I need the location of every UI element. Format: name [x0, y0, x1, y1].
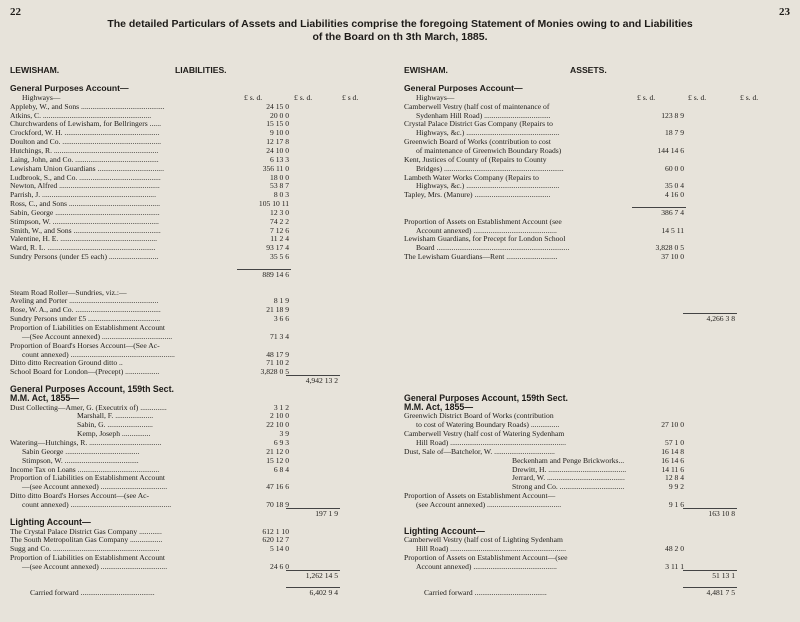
liabilities-item-amount: 12 17 8: [266, 137, 289, 147]
assets-sum-rule: [683, 508, 737, 509]
assets-item-amount: 9 1 6: [668, 499, 684, 509]
assets-item-amount: 60 0 0: [665, 163, 684, 173]
assets-entry-label: Jerrard, W. .........................................: [512, 473, 625, 483]
assets-sum-rule: [632, 207, 686, 208]
assets-entry-label: Lewisham Guardians, for Precept for London School: [404, 234, 566, 244]
assets-item-amount: 57 1 0: [665, 438, 684, 447]
assets-item-amount: 144 14 6: [657, 145, 684, 155]
assets-item-amount: 16 14 6: [661, 455, 684, 465]
liabilities-entry-label: Parrish, J. ............................................................: [10, 190, 156, 200]
assets-item-amount: 9 9 2: [668, 482, 684, 492]
assets-entry-label: Tapley, Mrs. (Manure) ........................................: [404, 190, 551, 200]
liabilities-item-amount: 21 12 0: [266, 446, 289, 456]
assets-entry-label: Beckenham and Penge Brickworks...: [512, 455, 625, 465]
liabilities-item-amount: 6 8 4: [273, 464, 289, 474]
liabilities-sum-rule: [286, 570, 340, 571]
liabilities-item-amount: 71 3 4: [270, 331, 289, 341]
liabilities-entry-label: Income Tax on Loans ...........................................: [10, 464, 160, 474]
liabilities-item-amount: 35 5 6: [270, 252, 289, 262]
assets-entry-label: Sydenham Hill Road) ...................................: [416, 110, 551, 120]
liabilities-entry-label: —(see Account annexed) ...................................: [22, 561, 168, 571]
assets-entry-label: Highways, &c.) .................................................: [416, 128, 560, 138]
liabilities-entry-label: Ludbrook, S., and Co. ...........................................: [10, 172, 161, 182]
liabilities-total-amount: 4,942 13 2: [305, 376, 338, 386]
liabilities-entry-label: Appleby, W., and Sons ............................................: [10, 101, 165, 111]
liabilities-entry-label: Sugg and Co. ........................................................: [10, 544, 160, 554]
assets-col-head-2: £ s. d.: [688, 93, 707, 102]
assets-item-amount: 14 11 6: [661, 464, 684, 474]
assets-item-amount: 386 7 4: [661, 207, 684, 217]
assets-entry-label: Crystal Palace District Gas Company (Repairs to: [404, 119, 553, 129]
liabilities-item-amount: 3 1 2: [273, 402, 289, 412]
liabilities-item-amount: 48 17 9: [266, 349, 289, 359]
assets-total-amount: 163 10 8: [708, 508, 735, 518]
liabilities-entry-label: Valentine, H. E. ...................................................: [10, 234, 158, 244]
liabilities-entry-label: Carried forward .......................................: [30, 588, 155, 598]
assets-entry-label: Highways—: [416, 92, 455, 102]
liabilities-entry-label: Sundry Persons (under £5 each) ..........................: [10, 252, 159, 262]
liabilities-col-head-3: £ s d.: [342, 93, 359, 102]
assets-entry-label: Account annexed) ............................................: [416, 561, 557, 571]
liabilities-entry-label: Kemp, Joseph ...............: [77, 429, 151, 439]
liabilities-entry-label: Lighting Account—: [10, 517, 91, 527]
liabilities-entry-label: M.M. Act, 1855—: [10, 393, 80, 403]
liabilities-entry-label: Sabin, George .......................................................: [10, 207, 160, 217]
liabilities-item-amount: 6 9 3: [273, 438, 289, 447]
liabilities-entry-label: Ditto ditto Board's Horses Account—(see Ac-: [10, 491, 150, 501]
liabilities-item-amount: 53 8 7: [270, 181, 289, 191]
liabilities-item-amount: 356 11 0: [262, 163, 289, 173]
liabilities-item-amount: 8 1 9: [273, 296, 289, 306]
liabilities-entry-label: General Purposes Account—: [10, 84, 129, 93]
assets-entry-label: Board ......................................................................: [416, 243, 570, 253]
assets-item-amount: 4 16 0: [665, 190, 684, 200]
assets-total-amount: 4,481 7 5: [706, 588, 735, 598]
liabilities-entry-label: Stimpson, W. ........................................................: [10, 216, 159, 226]
liabilities-item-amount: 3 9: [279, 429, 289, 439]
liabilities-sum-rule: [237, 269, 291, 270]
assets-entry-label: Lighting Account—: [404, 526, 485, 536]
liabilities-entry-label: Proportion of Liabilities on Establishment Account: [10, 322, 166, 332]
liabilities-total-amount: 197 1 9: [315, 508, 338, 518]
liabilities-item-amount: 2 10 0: [270, 411, 289, 421]
liabilities-total-amount: 1,262 14 5: [305, 570, 338, 580]
liabilities-item-amount: 889 14 6: [262, 269, 289, 279]
liabilities-item-amount: 11 2 4: [270, 234, 289, 244]
assets-entry-label: The Lewisham Guardians—Rent ...........................: [404, 252, 558, 262]
liabilities-entry-label: Aveling and Porter ...............................................: [10, 296, 159, 306]
liabilities-entry-label: Steam Road Roller—Sundries, viz.:—: [10, 287, 127, 297]
page-title: The detailed Particulars of Assets and Liabilities comprise the foregoing Statement of Monies owing to and Liabilities: [107, 18, 693, 30]
liabilities-entry-label: count annexed) .......................................................: [22, 349, 175, 359]
liabilities-entry-label: Ditto ditto Recreation Ground ditto ..: [10, 358, 123, 368]
assets-entry-label: Hill Road) .............................................................: [416, 438, 566, 447]
liabilities-entry-label: Churchwardens of Lewisham, for Bellringers ......: [10, 119, 161, 129]
liabilities-entry-label: count annexed) .....................................................: [22, 499, 172, 509]
liabilities-entry-label: Proportion of Liabilities on Establishment Account: [10, 473, 166, 483]
assets-item-amount: 14 5 11: [661, 225, 684, 235]
assets-entry-label: Account annexed) ............................................: [416, 225, 557, 235]
assets-sum-rule: [683, 570, 737, 571]
page-subtitle: of the Board on th 3th March, 1885.: [312, 31, 488, 43]
liabilities-item-amount: 15 15 0: [266, 119, 289, 129]
page-number-left: 22: [10, 6, 21, 18]
liabilities-item-amount: 18 0 0: [270, 172, 289, 182]
assets-item-amount: 3,828 0 5: [655, 243, 684, 253]
assets-item-amount: 18 7 9: [665, 128, 684, 138]
liabilities-item-amount: 24 10 0: [266, 145, 289, 155]
liabilities-entry-label: School Board for London—(Precept) ..................: [10, 367, 160, 377]
liabilities-item-amount: 21 18 9: [266, 305, 289, 315]
liabilities-total-amount: 6,402 9 4: [309, 588, 338, 598]
assets-item-amount: 123 8 9: [661, 110, 684, 120]
assets-entry-label: Greenwich District Board of Works (contribution: [404, 411, 554, 421]
liabilities-entry-label: Proportion of Board's Horses Account—(See Ac-: [10, 340, 160, 350]
assets-district: EWISHAM.: [404, 66, 448, 75]
assets-side-label: ASSETS.: [570, 66, 607, 75]
liabilities-entry-label: Smith, W., and Sons ..............................................: [10, 225, 161, 235]
liabilities-entry-label: Doulton and Co. ....................................................: [10, 137, 162, 147]
assets-item-amount: 16 14 8: [661, 446, 684, 456]
assets-entry-label: Kent, Justices of County of (Repairs to County: [404, 154, 547, 164]
assets-entry-label: Camberwell Vestry (half cost of Watering Sydenham: [404, 429, 565, 439]
assets-entry-label: Carried forward ......................................: [424, 588, 547, 598]
liabilities-item-amount: 15 12 0: [266, 455, 289, 465]
assets-entry-label: Dust, Sale of—Batchelor, W. ................................: [404, 446, 555, 456]
assets-entry-label: Lambeth Water Works Company (Repairs to: [404, 172, 539, 182]
liabilities-entry-label: Newton, Alfred .....................................................: [10, 181, 160, 191]
assets-entry-label: (see Account annexed) .......................................: [416, 499, 562, 509]
liabilities-item-amount: 47 16 6: [266, 482, 289, 492]
assets-entry-label: Greenwich Board of Works (contribution to cost: [404, 137, 551, 147]
liabilities-entry-label: The Crystal Palace District Gas Company ............: [10, 526, 162, 536]
liabilities-entry-label: Ross, C., and Sons ................................................: [10, 199, 160, 209]
assets-entry-label: General Purposes Account, 159th Sect.: [404, 393, 568, 403]
assets-item-amount: 3 11 1: [665, 561, 684, 571]
assets-entry-label: Highways, &c.) .................................................: [416, 181, 560, 191]
assets-entry-label: Hill Road) .............................................................: [416, 544, 566, 554]
liabilities-entry-label: Crockford, W. H. ..................................................: [10, 128, 160, 138]
assets-entry-label: Proportion of Assets on Establishment Account—(see: [404, 553, 568, 563]
assets-entry-label: Camberwell Vestry (half cost of maintenance of: [404, 101, 550, 111]
liabilities-entry-label: General Purposes Account, 159th Sect.: [10, 384, 174, 394]
assets-entry-label: M.M. Act, 1855—: [404, 402, 474, 412]
liabilities-entry-label: The South Metropolitan Gas Company .................: [10, 535, 163, 545]
assets-entry-label: of maintenance of Greenwich Boundary Roads): [416, 145, 562, 155]
liabilities-entry-label: Laing, John, and Co. ............................................: [10, 154, 159, 164]
page-number-right: 23: [779, 6, 790, 18]
liabilities-entry-label: Atkins, C. .........................................................: [10, 110, 152, 120]
liabilities-entry-label: Lewisham Union Guardians ...................................: [10, 163, 164, 173]
assets-entry-label: Proportion of Assets on Establishment Account (see: [404, 216, 562, 226]
liabilities-item-amount: 24 6 0: [270, 561, 289, 571]
liabilities-entry-label: Highways—: [22, 92, 61, 102]
assets-entry-label: Proportion of Assets on Establishment Account—: [404, 491, 556, 501]
liabilities-item-amount: 3 6 6: [273, 314, 289, 324]
liabilities-entry-label: Marshall, F. ....................: [77, 411, 154, 421]
assets-item-amount: 35 0 4: [665, 181, 684, 191]
liabilities-item-amount: 3,828 0 5: [260, 367, 289, 377]
liabilities-item-amount: 105 10 11: [258, 199, 289, 209]
assets-sum-rule: [683, 587, 737, 588]
assets-col-head-3: £ s. d.: [740, 93, 759, 102]
liabilities-district: LEWISHAM.: [10, 66, 60, 75]
assets-entry-label: Strong and Co. ..................................: [512, 482, 625, 492]
liabilities-entry-label: —(see Account annexed) ...................................: [22, 482, 168, 492]
assets-entry-label: Bridges) ...............................................................: [416, 163, 564, 173]
liabilities-col-head-2: £ s. d.: [294, 93, 313, 102]
assets-item-amount: 12 8 4: [665, 473, 684, 483]
liabilities-side-label: LIABILITIES.: [175, 66, 227, 75]
liabilities-entry-label: Hutchings, R. .......................................................: [10, 145, 159, 155]
assets-entry-label: to cost of Watering Boundary Roads) ...............: [416, 420, 560, 430]
liabilities-item-amount: 22 10 0: [266, 420, 289, 430]
liabilities-entry-label: Sabin, G. ........................: [77, 420, 153, 430]
assets-item-amount: 37 10 0: [661, 252, 684, 262]
liabilities-item-amount: 93 17 4: [266, 243, 289, 253]
liabilities-item-amount: 20 0 0: [270, 110, 289, 120]
liabilities-item-amount: 5 14 0: [270, 544, 289, 554]
liabilities-entry-label: Rose, W. A., and Co. .............................................: [10, 305, 161, 315]
liabilities-sum-rule: [286, 375, 340, 376]
liabilities-item-amount: 74 2 2: [270, 216, 289, 226]
assets-col-head-1: £ s. d.: [637, 93, 656, 102]
liabilities-item-amount: 7 12 6: [270, 225, 289, 235]
liabilities-item-amount: 70 18 9: [266, 499, 289, 509]
assets-item-amount: 27 10 0: [661, 420, 684, 430]
assets-total-amount: 51 13 1: [712, 570, 735, 580]
liabilities-sum-rule: [286, 587, 340, 588]
liabilities-entry-label: Proportion of Liabilities on Establishment Account: [10, 553, 166, 563]
liabilities-entry-label: Stimpson, W. .......................................: [22, 455, 139, 465]
liabilities-item-amount: 8 0 3: [273, 190, 289, 200]
liabilities-entry-label: Sabin George .......................................: [22, 446, 140, 456]
assets-entry-label: General Purposes Account—: [404, 84, 523, 93]
liabilities-item-amount: 6 13 3: [270, 154, 289, 164]
liabilities-entry-label: Dust Collecting—Amer, G. (Executrix of) ..............: [10, 402, 167, 412]
assets-entry-label: Drewitt, H. .........................................: [512, 464, 626, 474]
assets-sum-rule: [683, 313, 737, 314]
liabilities-item-amount: 620 12 7: [262, 535, 289, 545]
assets-total-amount: 4,266 3 8: [706, 314, 735, 324]
assets-item-amount: 48 2 0: [665, 544, 684, 554]
liabilities-item-amount: 24 15 0: [266, 101, 289, 111]
assets-entry-label: Camberwell Vestry (half cost of Lighting Sydenham: [404, 535, 563, 545]
liabilities-col-head-1: £ s. d.: [244, 93, 263, 102]
liabilities-entry-label: Sundry Persons under £5 ......................................: [10, 314, 161, 324]
liabilities-item-amount: 12 3 0: [270, 207, 289, 217]
liabilities-item-amount: 9 10 0: [270, 128, 289, 138]
liabilities-item-amount: 71 10 2: [266, 358, 289, 368]
liabilities-sum-rule: [286, 508, 340, 509]
liabilities-entry-label: Ward, R. L. .........................................................: [10, 243, 156, 253]
liabilities-item-amount: 612 1 10: [262, 526, 289, 536]
liabilities-entry-label: Watering—Hutchings, R. ......................................: [10, 438, 162, 447]
liabilities-entry-label: —(See Account annexed) .....................................: [22, 331, 173, 341]
